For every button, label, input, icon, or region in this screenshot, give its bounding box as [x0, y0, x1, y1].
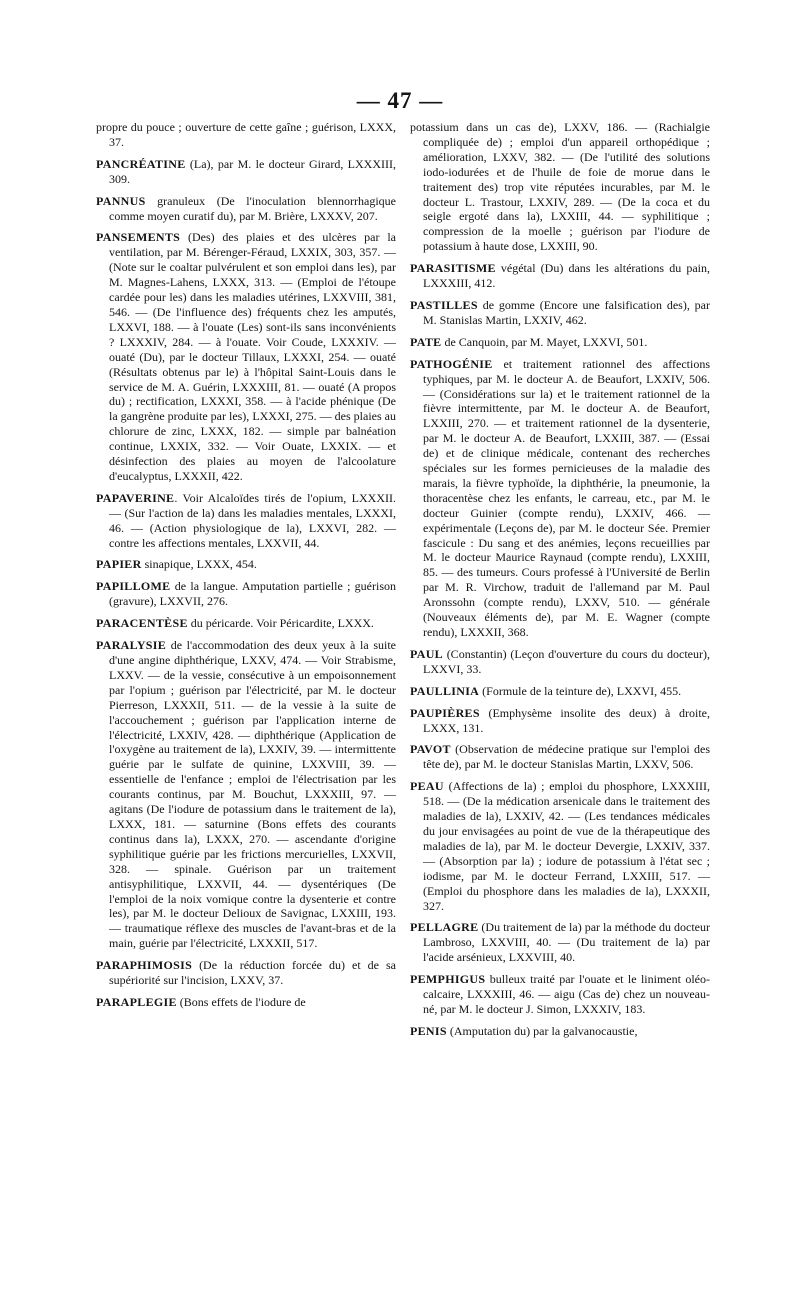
entry-text: (Bons effets de l'iodure de	[176, 994, 306, 1009]
entry-text: (Observation de médecine pratique sur l'emploi des tête de), par M. le docteur Stanislas Martin, LXXV, 506.	[423, 742, 710, 772]
entry-text: de Canquoin, par M. Mayet, LXXVI, 501.	[441, 334, 648, 349]
entry-term: PELLAGRE	[410, 920, 479, 935]
entry-term: PARACENTÈSE	[96, 616, 188, 631]
index-entry	[96, 958, 396, 988]
entry-text: et traitement rationnel des affections typhiques, par M. le docteur A. de Beaufort, LXXIV, 506. — (Considérations sur la) et le traitement rationnel de la fièvre intermittente, par M. le docteur A. de Beaufort, LXXIII, 270. — et traitement rationnel de la dysenterie, par M. le docteur A. de Beaufort, LXXIII, 387. — (Essai de) et de clinique médicale, contenant des recherches spéciales sur les formes pernicieuses de la maladie des marais, la fièvre typhoïde, la diphthérie, la pneumonie, la thoracentèse chez les enfants, le carreau, etc., par M. le docteur Guinier (compte rendu), LXXIV, 466. — expérimentale (Leçons de), par M. le docteur Sée. Premier fascicule : Du sang et des anémies, leçons recueillies par M. le docteur Maurice Raynaud (compte rendu), LXXIII, 85. — des tumeurs. Cours professé à l'Université de Berlin par M. R. Virchow, traduit de l'allemand par M. Paul Aronssohn (compte rendu), LXXV, 510. — générale (Nouveaux éléments de), par M. E. Wagner (compte rendu), LXXXII, 368.	[423, 356, 710, 639]
index-entry	[96, 638, 396, 951]
entry-term: PAPIER	[96, 557, 142, 572]
entry-term: PEMPHIGUS	[410, 972, 486, 987]
index-entry	[410, 1024, 710, 1039]
index-entry	[96, 230, 396, 483]
index-entry	[410, 779, 710, 913]
right-column	[410, 120, 710, 1046]
left-column	[96, 120, 396, 1017]
entry-term: PARAPHIMOSIS	[96, 958, 193, 973]
index-entry	[410, 647, 710, 677]
entry-text: (La), par M. le docteur Girard, LXXXIII, 309.	[109, 156, 396, 186]
entry-term: PANCRÉATINE	[96, 156, 186, 171]
index-entry	[410, 742, 710, 772]
index-entry	[96, 557, 396, 572]
entry-term: PAPILLOME	[96, 579, 171, 594]
index-entry	[410, 920, 710, 965]
index-entry	[410, 706, 710, 736]
entry-term: PASTILLES	[410, 297, 478, 312]
entry-text: de gomme (Encore une falsification des), par M. Stanislas Martin, LXXIV, 462.	[423, 297, 710, 327]
entry-term: PAUL	[410, 646, 443, 661]
entry-text: (Emphysème insolite des deux) à droite, LXXX, 131.	[423, 705, 710, 735]
entry-text: potassium dans un cas de), LXXV, 186. — (Rachialgie compliquée de) ; emploi d'un appareil orthopédique ; amélioration, LXXV, 382. — (De l'utilité des solutions iodo-iodurées et de l'huile de foie de morue dans le traitement des) trop vite réputées incurables, par M. le docteur L. Trastour, LXXIV, 289. — (De la coca et du seigle ergoté dans la), LXXIII, 44. — syphilitique ; compression de la moelle ; guérison par l'iodure de potassium à haute dose, LXXIII, 90.	[410, 120, 710, 254]
entry-term: PARAPLEGIE	[96, 994, 177, 1009]
entry-text: (Constantin) (Leçon d'ouverture du cours du docteur), LXXVI, 33.	[423, 646, 710, 676]
entry-term: PAULLINIA	[410, 683, 480, 698]
index-entry	[96, 491, 396, 551]
entry-term: PEAU	[410, 779, 444, 794]
index-entry	[96, 995, 396, 1010]
index-entry	[96, 120, 396, 150]
index-entry	[410, 357, 710, 640]
index-entry	[96, 194, 396, 224]
entry-term: PARASITISME	[410, 261, 496, 276]
entry-term: PATE	[410, 334, 442, 349]
entry-text: du péricarde. Voir Péricardite, LXXX.	[187, 616, 374, 631]
entry-text: de la langue. Amputation partielle ; guérison (gravure), LXXVII, 276.	[109, 579, 396, 609]
entry-text: propre du pouce ; ouverture de cette gaîne ; guérison, LXXX, 37.	[96, 120, 396, 149]
entry-term: PAPAVERINE	[96, 490, 175, 505]
entry-text: sinapique, LXXX, 454.	[141, 557, 257, 572]
entry-text: (Amputation du) par la galvanocaustie,	[446, 1023, 638, 1038]
entry-text: . Voir Alcaloïdes tirés de l'opium, LXXXII. — (Sur l'action de la) dans les maladies mentales, LXXXI, 46. — (Action physiologique de la), LXXVI, 282. — contre les affections mentales, LXXVII, 44.	[109, 490, 396, 550]
entry-term: PATHOGÉNIE	[410, 356, 493, 371]
entry-text: (De la réduction forcée du) et de sa supériorité sur l'incision, LXXV, 37.	[109, 958, 396, 988]
entry-text: (Formule de la teinture de), LXXVI, 455.	[479, 683, 682, 698]
index-entry	[410, 335, 710, 350]
page-number: — 47 —	[356, 88, 444, 113]
index-entry	[410, 298, 710, 328]
entry-term: PAUPIÈRES	[410, 705, 480, 720]
entry-text: (Du traitement de la) par la méthode du docteur Lambroso, LXXVIII, 40. — (Du traitement de la) par l'acide arsénieux, LXXVIII, 40.	[423, 920, 710, 965]
entry-term: PARALYSIE	[96, 638, 167, 653]
index-entry	[410, 684, 710, 699]
index-entry	[410, 120, 710, 254]
entry-term: PENIS	[410, 1023, 447, 1038]
index-entry	[410, 972, 710, 1017]
index-entry	[410, 261, 710, 291]
entry-text: de l'accommodation des deux yeux à la suite d'une angine diphthérique, LXXV, 474. — Voir Strabisme, LXXV. — de la vessie, consécutive à un empoisonnement par l'opium ; guérison par l'électricité, par M. le docteur Pierreson, LXXXII, 511. — de la vessie à la suite de l'accouchement ; guérison par l'application interne de l'électricité, LXXIV, 428. — diphthérique (Application de l'oxygène au traitement de la), LXXIV, 39. — intermittente guérie par le sulfate de quinine, LXXVIII, 39. — essentielle de l'enfance ; emploi de l'électrisation par les courants continus, par M. Bouchut, LXXXIII, 97. — agitans (De l'iodure de potassium dans le traitement de la), LXXX, 181. — saturnine (Bons effets des courants continus dans la), LXXX, 270. — ascendante d'origine syphilitique guérie par les frictions mercurielles, LXXVII, 328. — spinale. Guérison par un traitement antisyphilitique, LXXVII, 44. — dysentériques (De l'emploi de la noix vomique contre la dysenterie et contre les), par M. le docteur Delioux de Savignac, LXXIII, 193. — traumatique réflexe des muscles de l'avant-bras et de la main, guérie par l'électricité, LXXXII, 517.	[109, 638, 396, 951]
entry-text: végétal (Du) dans les altérations du pain, LXXXIII, 412.	[423, 261, 710, 291]
entry-term: PANSEMENTS	[96, 230, 181, 245]
entry-term: PANNUS	[96, 193, 146, 208]
index-entry	[96, 579, 396, 609]
entry-text: (Affections de la) ; emploi du phosphore, LXXXIII, 518. — (De la médication arsenicale dans le traitement des maladies de la), LXXIV, 42. — (Les tendances médicales du jour envisagées au point de vue de la thérapeutique des maladies de la), par M. le docteur Devergie, LXXIV, 337. — (Absorption par la) ; iodure de potassium à l'état sec ; iodisme, par M. le docteur Ferrand, LXXIII, 517. — (Emploi du phosphore dans les maladies de la), LXXXII, 327.	[423, 779, 710, 913]
entry-text: (Des) des plaies et des ulcères par la ventilation, par M. Bérenger-Féraud, LXXIX, 303, 357. — (Note sur le coaltar pulvérulent et son emploi dans les), par M. Magnes-Lahens, LXXX, 313. — (Emploi de l'étoupe cardée pour les) dans les maladies utérines, LXXVIII, 381, 546. — (De l'influence des) fréquents chez les amputés, LXXVI, 188. — à l'ouate (Les) sont-ils sans inconvénients ? LXXXIV, 284. — à l'ouate. Voir Coude, LXXXIV. — ouaté (Du), par le docteur Tillaux, LXXXI, 254. — ouaté (Résultats obtenus par le) à l'hôpital Saint-Louis dans le service de M. A. Guérin, LXXXIII, 81. — ouaté (A propos du) ; rectification, LXXXI, 358. — à l'acide phénique (De la gangrène produite par les), LXXXI, 275. — des plaies au chlorure de zinc, LXXX, 182. — simple par balnéation continue, LXXIX, 332. — Voir Ouate, LXXIX. — et désinfection des plaies au moyen de l'alcoolature d'eucalyptus, LXXXII, 422.	[109, 230, 396, 483]
entry-text: bulleux traité par l'ouate et le liniment oléo-calcaire, LXXXIII, 46. — aigu (Cas de) chez un nouveau-né, par M. le docteur J. Simon, LXXXIV, 183.	[423, 972, 710, 1016]
entry-term: PAVOT	[410, 742, 451, 757]
index-entry	[96, 616, 396, 631]
index-entry	[96, 157, 396, 187]
entry-text: granuleux (De l'inoculation blennorrhagique comme moyen curatif du), par M. Brière, LXXXV, 207.	[109, 193, 396, 223]
